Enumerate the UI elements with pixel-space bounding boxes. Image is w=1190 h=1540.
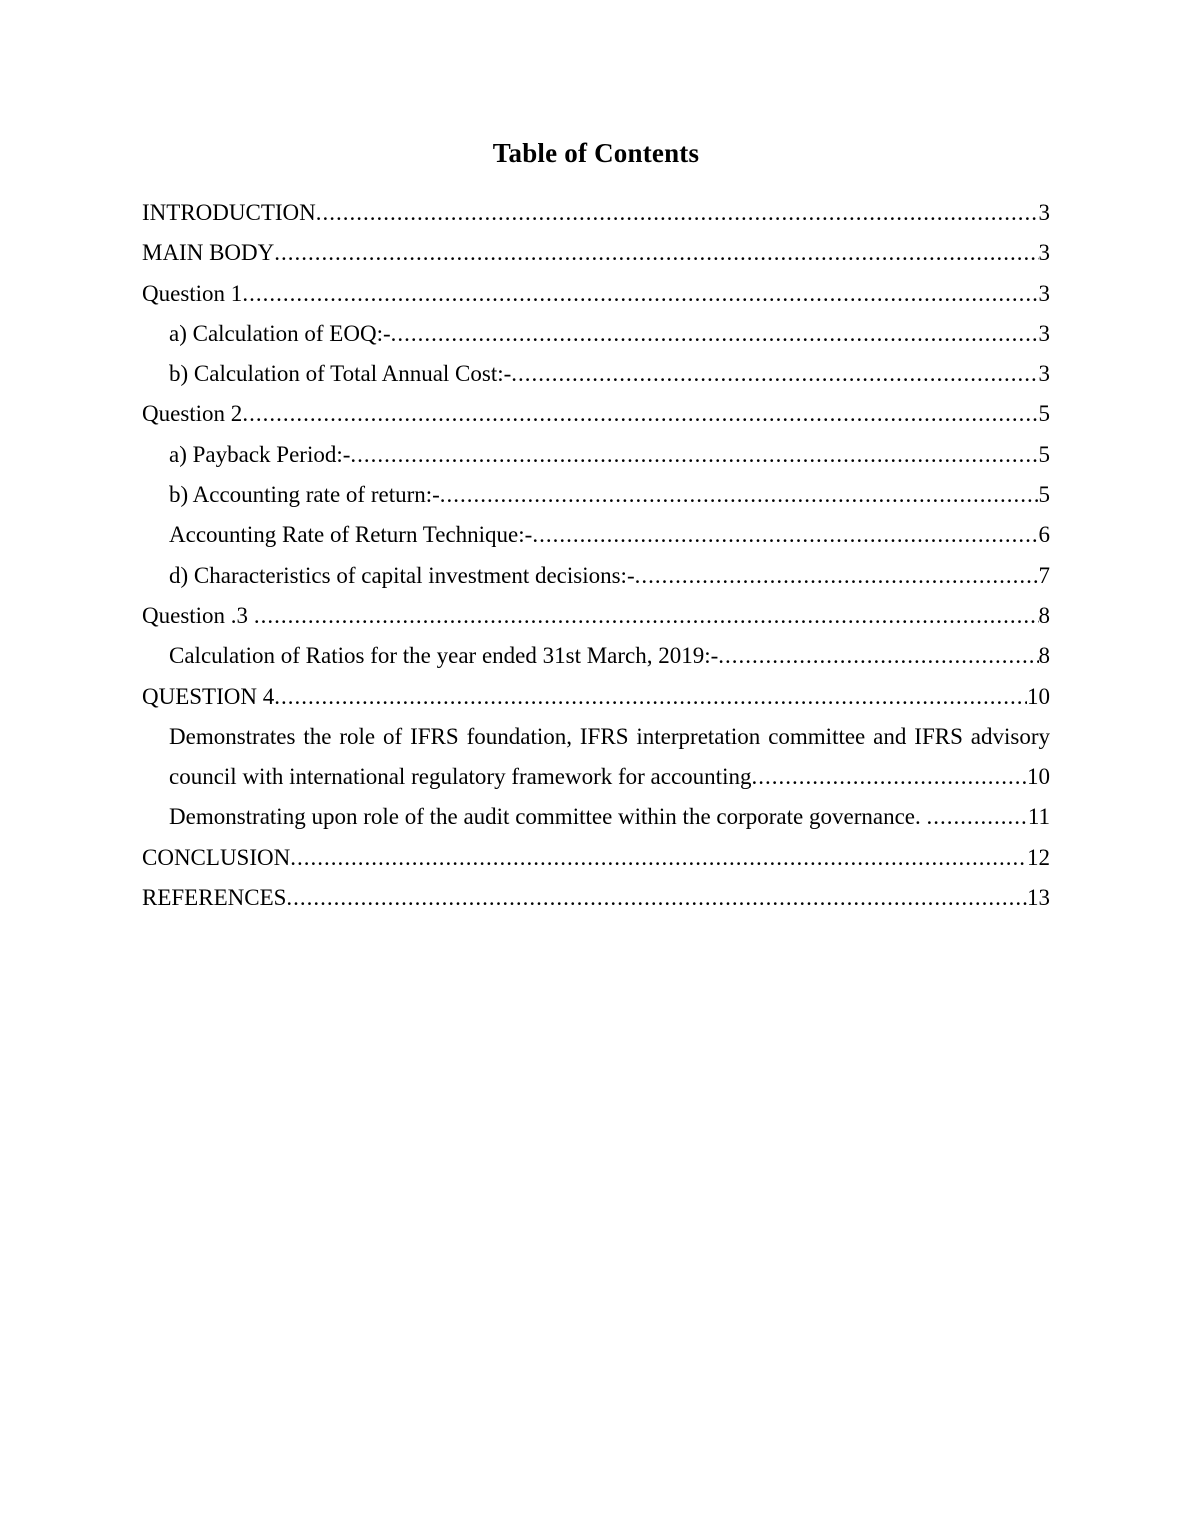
toc-entry-question-1 (142, 274, 1050, 314)
toc-entry-label: Accounting Rate of Return Technique:- (169, 522, 533, 548)
toc-entry-question-3 (142, 596, 1050, 636)
toc-entry-label: a) Calculation of EOQ:- (169, 320, 391, 346)
toc-entry-calculation-of-eoq (142, 314, 1050, 354)
dot-leader (635, 556, 1039, 596)
toc-entry-label: MAIN BODY (142, 240, 275, 266)
toc-entry-calculation-of-total-annual-cost (142, 354, 1050, 394)
toc-entry-page: 11 (1027, 804, 1050, 830)
toc-entry-question-2 (142, 394, 1050, 434)
toc-entry-label: d) Characteristics of capital investment decisions:- (169, 562, 635, 588)
dot-leader (532, 515, 1038, 555)
toc-entry-ifrs-roles-line-1: Demonstrates the role of IFRS foundation, IFRS interpretation committee and IFRS advisory (169, 723, 1050, 749)
toc-entry-page: 8 (1038, 602, 1050, 628)
toc-entry-accounting-rate-of-return (142, 475, 1050, 515)
toc-entry-label: REFERENCES (142, 885, 287, 911)
toc-entry-introduction (142, 193, 1050, 233)
dot-leader (440, 475, 1039, 515)
toc-entry-label: a) Payback Period:- (169, 441, 351, 467)
dot-leader (391, 314, 1039, 354)
toc-entry-label: b) Accounting rate of return:- (169, 482, 440, 508)
toc-entry-label: Demonstrating upon role of the audit committee within the corporate governance. (169, 804, 927, 830)
toc-entry-page: 3 (1038, 280, 1050, 306)
toc-entry-accounting-rate-of-return-technique (142, 515, 1050, 555)
toc-entry-audit-committee-role (142, 797, 1050, 837)
dot-leader (316, 193, 1039, 233)
toc-entry-references (142, 878, 1050, 918)
toc-title: Table of Contents (492, 138, 700, 168)
dot-leader (274, 677, 1027, 717)
toc-entry-characteristics-of-capital-investment (142, 556, 1050, 596)
dot-leader (718, 636, 1038, 676)
toc-entry-page: 3 (1038, 240, 1050, 266)
toc-entry-label: Question 2 (142, 401, 243, 427)
dot-leader (350, 435, 1038, 475)
dot-leader (511, 354, 1038, 394)
toc-entry-calculation-of-ratios (142, 636, 1050, 676)
toc-entry-page: 10 (1027, 764, 1050, 790)
dot-leader (242, 394, 1038, 434)
toc-entry-page: 7 (1038, 562, 1050, 588)
dot-leader (926, 797, 1027, 837)
dot-leader (286, 878, 1027, 918)
toc-entry-page: 3 (1038, 200, 1050, 225)
toc-entry-label: CONCLUSION (142, 844, 291, 870)
toc-entry-label: INTRODUCTION (142, 200, 316, 225)
dot-leader (290, 838, 1027, 878)
toc-entry-payback-period (142, 435, 1050, 475)
toc-entry-conclusion (142, 838, 1050, 878)
toc-entry-ifrs-roles-line-2 (142, 757, 1050, 797)
toc-entry-label: QUESTION 4 (142, 683, 275, 709)
dot-leader (254, 596, 1039, 636)
dot-leader (242, 274, 1038, 314)
toc-entry-label: council with international regulatory framework for accounting (169, 764, 752, 790)
toc-entry-page: 12 (1027, 844, 1050, 870)
toc-entry-label: Calculation of Ratios for the year ended 31st March, 2019:- (169, 643, 719, 669)
toc-entry-page: 3 (1038, 361, 1050, 387)
toc-entry-page: 5 (1038, 441, 1050, 467)
toc-entry-page: 13 (1027, 885, 1050, 911)
toc-entry-label: b) Calculation of Total Annual Cost:- (169, 361, 512, 387)
toc-entry-page: 8 (1038, 643, 1050, 669)
dot-leader (751, 757, 1027, 797)
toc-entry-label: Question 1 (142, 280, 243, 306)
toc-entry-question-4 (142, 677, 1050, 717)
toc-entry-page: 6 (1038, 522, 1050, 548)
toc-entry-page: 10 (1027, 683, 1050, 709)
toc-list (142, 193, 1050, 918)
toc-entry-page: 5 (1038, 482, 1050, 508)
toc-entry-label: Question .3 (142, 602, 254, 628)
toc-entry-main-body (142, 233, 1050, 273)
toc-entry-page: 5 (1038, 401, 1050, 427)
toc-entry-page: 3 (1038, 320, 1050, 346)
dot-leader (274, 233, 1038, 273)
